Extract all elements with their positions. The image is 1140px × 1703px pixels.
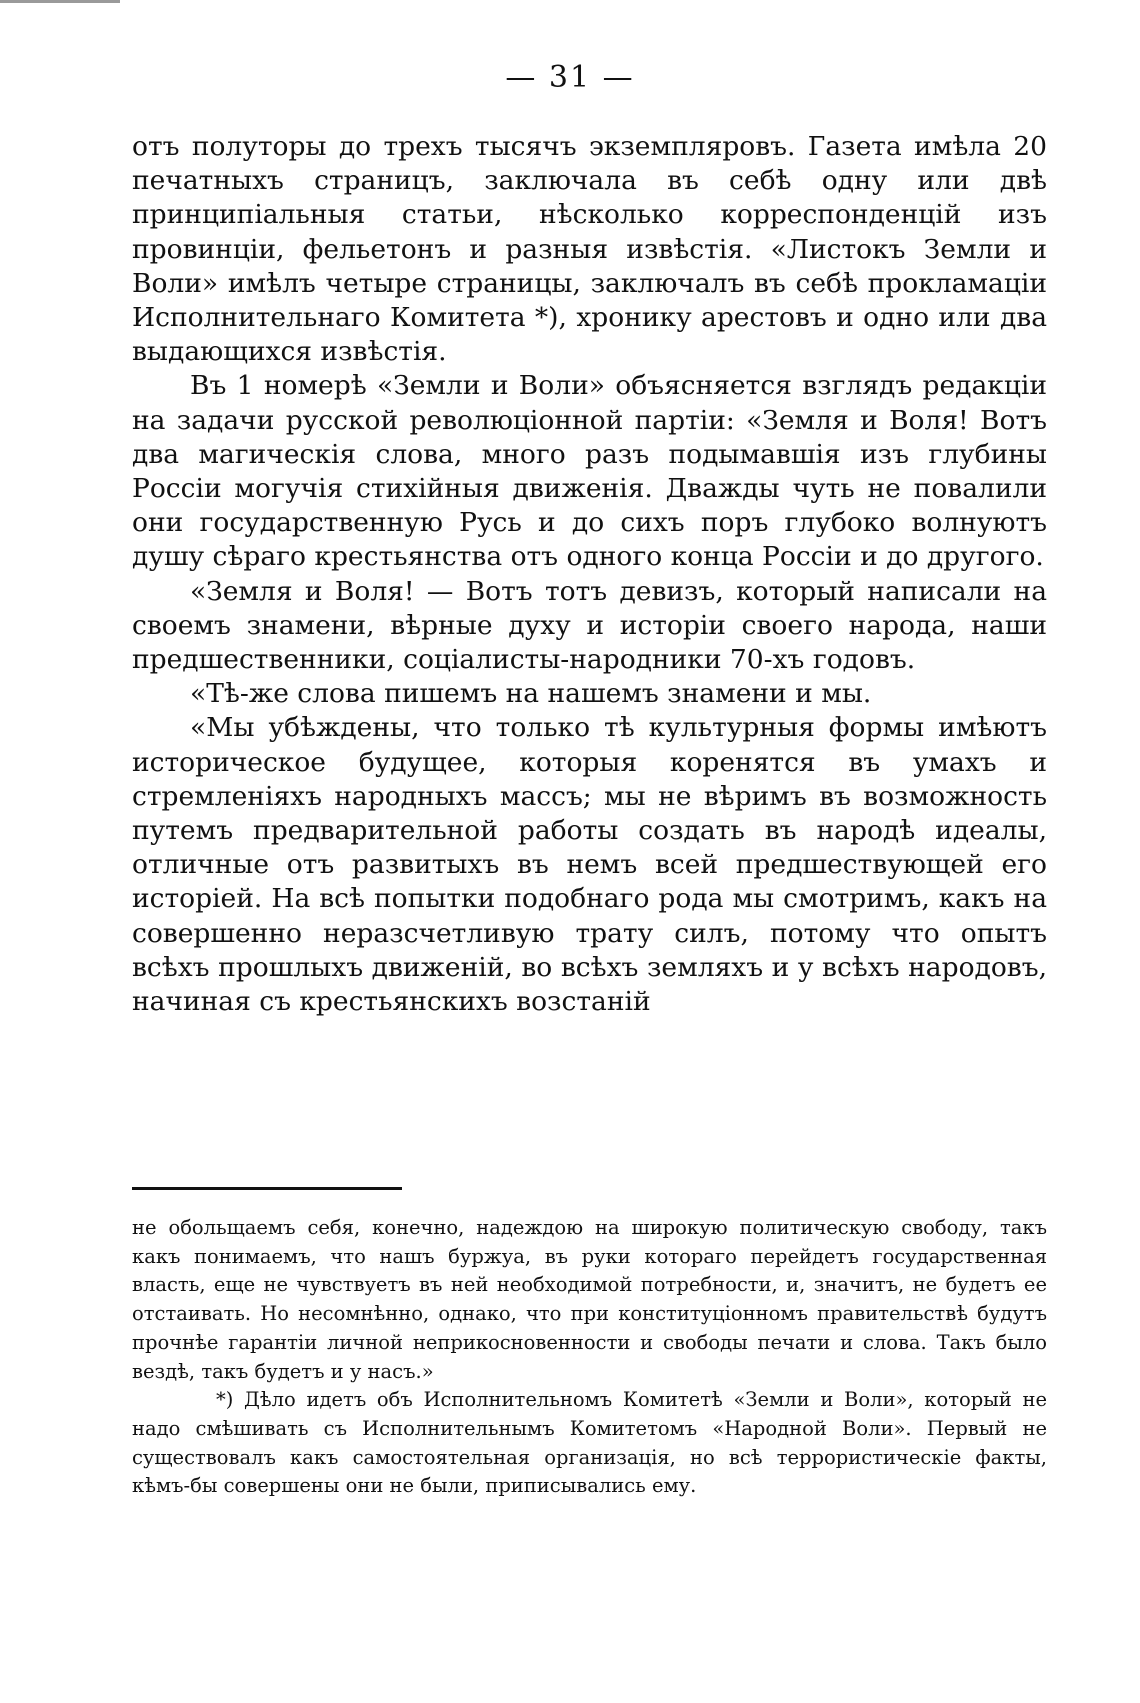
paragraph-5: «Мы убѣждены, что только тѣ культурныя формы имѣютъ историческое будущее, которыя коренятся въ умахъ и стремленіяхъ народныхъ массъ; мы не вѣримъ въ возможность путемъ предварительной работы создать въ народѣ идеалы, отличные отъ развитыхъ въ немъ всей предшествующей его исторіей. На всѣ попытки подобнаго рода мы смотримъ, какъ на совершенно неразсчетливую трату силъ, потому что опытъ всѣхъ прошлыхъ движеній, во всѣхъ земляхъ и у всѣхъ народовъ, начиная съ крестьянскихъ возстаній [132,712,1047,1018]
footnote-asterisk: *) Дѣло идетъ объ Исполнительномъ Комитетѣ «Земли и Воли», который не надо смѣшивать съ Исполнительнымъ Комитетомъ «Народной Воли». Первый не существовалъ какъ самостоятельная организація, но всѣ террористическіе факты, кѣмъ-бы совершены они не были, приписывались ему. [132,1388,1047,1498]
paragraph-1: отъ полуторы до трехъ тысячъ экземпляровъ. Газета имѣла 20 печатныхъ страницъ, заключала въ себѣ одну или двѣ принципіальныя статьи, нѣсколько корреспонденцій изъ провинціи, фельетонъ и разныя извѣстія. «Листокъ Земли и Воли» имѣлъ четыре страницы, заключалъ въ себѣ прокламаціи Исполнительнаго Комитета *), хронику арестовъ и одно или два выдающихся извѣстія. [132,131,1047,368]
footnotes [132,1214,1047,1501]
page-number: — 31 — [505,60,635,95]
paragraph-2: Въ 1 номерѣ «Земли и Воли» объясняется взглядъ редакціи на задачи русской революціонной партіи: «Земля и Воля! Вотъ два магическія слова, много разъ подымавшія изъ глубины Россіи могучія стихійныя движенія. Дважды чуть не повалили они государственную Русь и до сихъ поръ глубоко волнуютъ душу сѣраго крестьянства отъ одного конца Россіи и до другого. [132,370,1047,573]
footnote-continued: не обольщаемъ себя, конечно, надеждою на широкую политическую свободу, такъ какъ понимаемъ, что нашъ буржуа, въ руки котораго перейдетъ государственная власть, еще не чувствуетъ въ ней необходимой потребности, и, значитъ, не будетъ ее отстаивать. Но несомнѣнно, однако, что при конституціонномъ правительствѣ будутъ прочнѣе гарантіи личной неприкосновенности и свободы печати и слова. Такъ было вездѣ, такъ будетъ и у насъ.» [132,1216,1047,1383]
corner-rule [0,0,120,3]
paragraph-3: «Земля и Воля! — Вотъ тотъ девизъ, который написали на своемъ знамени, вѣрные духу и исторіи своего народа, наши предшественники, соціалисты-народники 70-хъ годовъ. [132,575,1047,676]
paragraph-4: «Тѣ-же слова пишемъ на нашемъ знамени и мы. [190,678,872,710]
footnote-divider [132,1187,402,1190]
main-text [132,130,1047,1019]
